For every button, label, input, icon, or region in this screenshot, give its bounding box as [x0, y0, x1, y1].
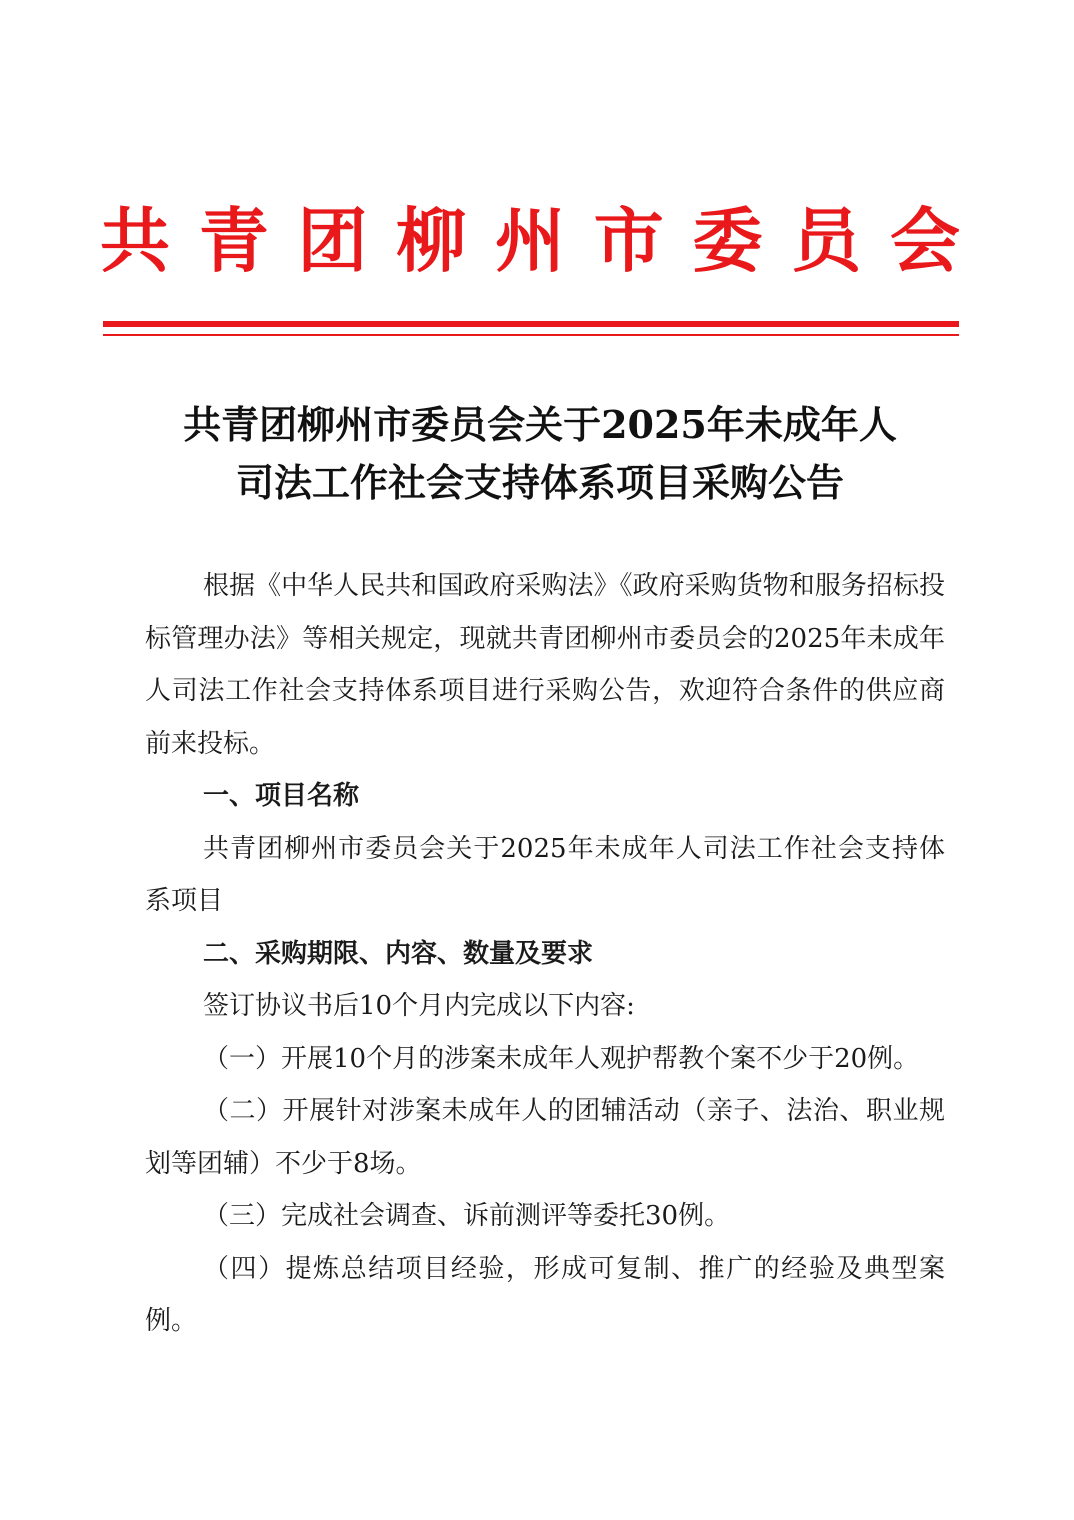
- letterhead-divider-thin: [103, 334, 959, 336]
- requirement-item-2: （二）开展针对涉案未成年人的团辅活动（亲子、法治、职业规划等团辅）不少于8场。: [145, 1096, 945, 1179]
- letterhead-char: 团: [297, 200, 368, 282]
- org-letterhead: [100, 196, 960, 286]
- letterhead-char: 会: [890, 200, 960, 282]
- requirements-intro: 签订协议书后10个月内完成以下内容:: [203, 991, 635, 1021]
- title-line-2: 司法工作社会支持体系项目采购公告: [235, 460, 844, 505]
- letterhead-char: 委: [692, 200, 763, 282]
- section-heading-project-name: 一、项目名称: [203, 781, 360, 811]
- letterhead-char: 柳: [396, 200, 467, 282]
- letterhead-char: 青: [198, 200, 269, 282]
- requirement-item-1: （一）开展10个月的涉案未成年人观护帮教个案不少于20例。: [203, 1043, 920, 1074]
- letterhead-char: 市: [593, 200, 664, 282]
- letterhead-char: 州: [495, 200, 565, 282]
- requirement-item-3: （三）完成社会调查、诉前测评等委托30例。: [203, 1201, 731, 1231]
- title-line-1: 共青团柳州市委员会关于2025年未成年人: [183, 402, 897, 447]
- document-title: [100, 396, 980, 512]
- letterhead-char: 员: [791, 200, 862, 282]
- requirement-item-4: （四）提炼总结项目经验，形成可复制、推广的经验及典型案例。: [145, 1253, 945, 1336]
- letterhead-divider-thick: [103, 321, 959, 327]
- document-body: [145, 560, 945, 1348]
- project-name-paragraph: 共青团柳州市委员会关于2025年未成年人司法工作社会支持体系项目: [145, 833, 945, 916]
- intro-paragraph: 根据《中华人民共和国政府采购法》《政府采购货物和服务招标投标管理办法》等相关规定，现就共青团柳州市委员会的2025年未成年人司法工作社会支持体系项目进行采购公告，欢迎符合条件的供应商前来投标。: [145, 571, 945, 759]
- section-heading-requirements: 二、采购期限、内容、数量及要求: [203, 938, 594, 969]
- letterhead-char: 共: [100, 200, 170, 282]
